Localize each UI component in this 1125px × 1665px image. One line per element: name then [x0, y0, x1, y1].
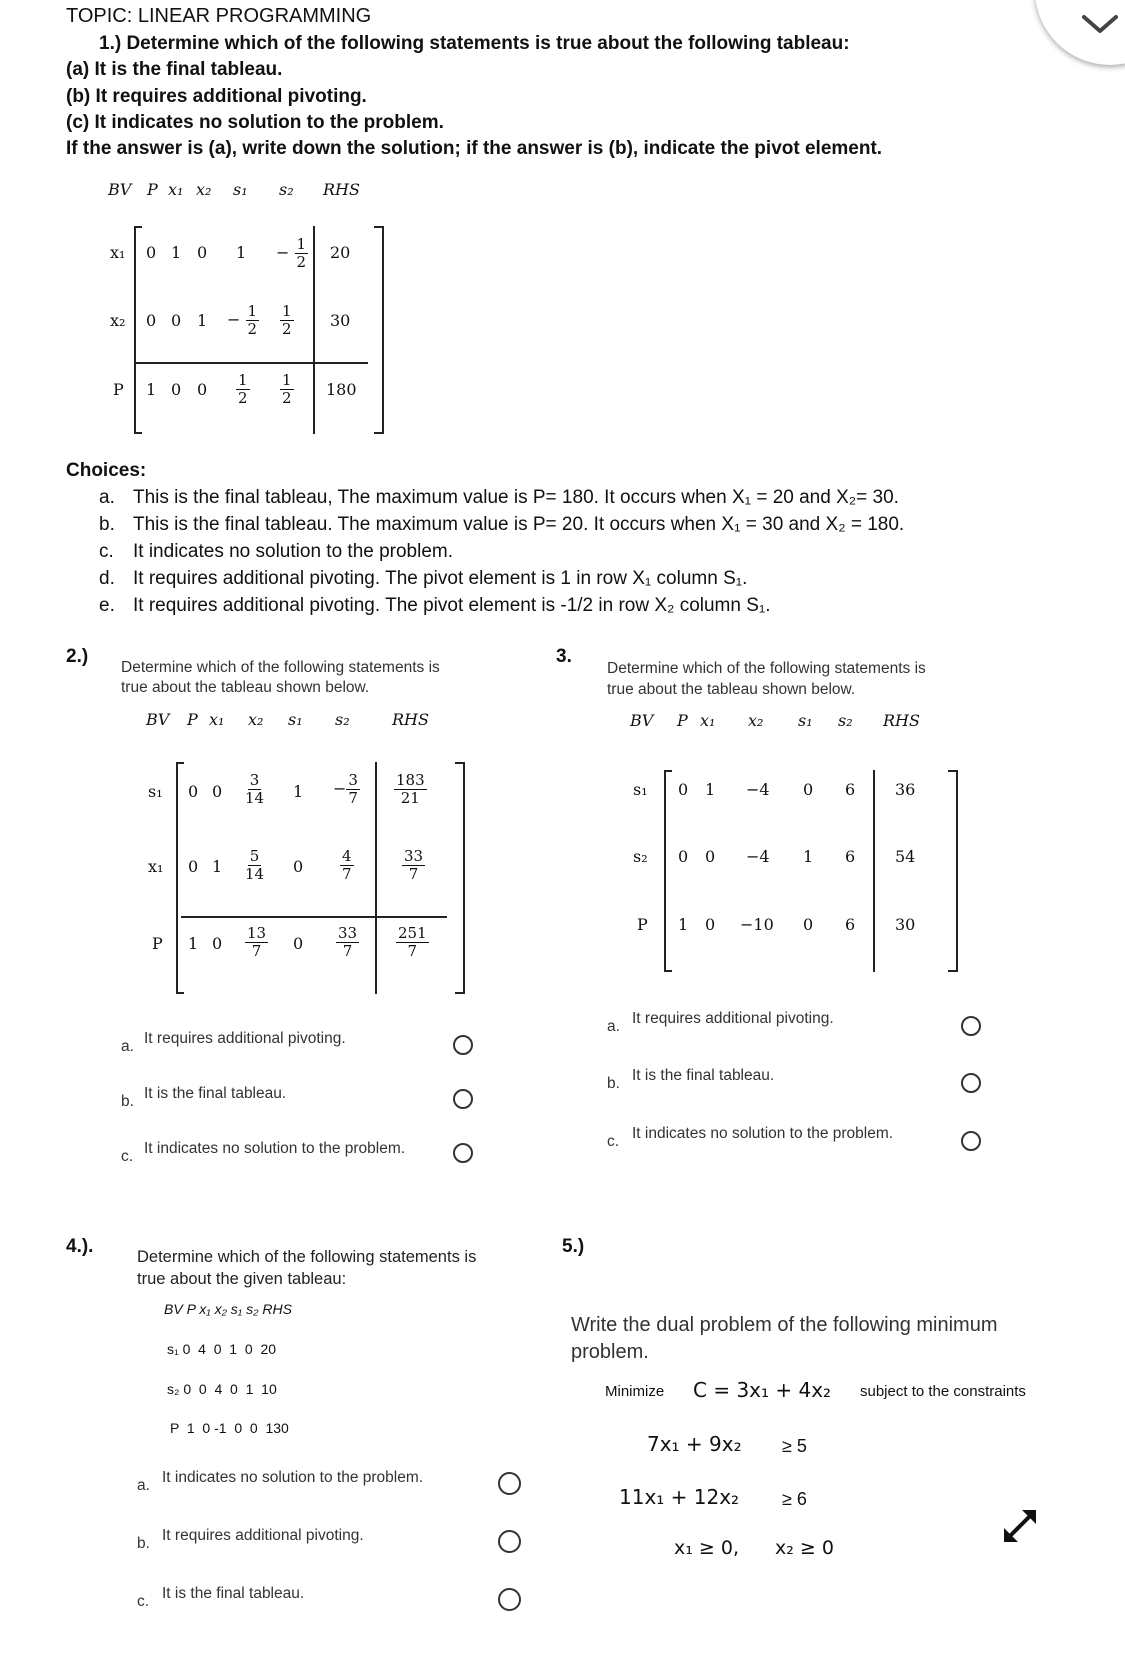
q4-prompt-line2: true about the given tableau: — [137, 1270, 347, 1288]
q2-option-b-letter: b. — [121, 1093, 134, 1110]
q1-header-bv: BV — [108, 180, 132, 199]
q2-bv: s₁ — [148, 782, 163, 801]
q2-bv: x₁ — [148, 857, 164, 876]
q1-header-p: P — [147, 180, 158, 199]
q4-row-1: s₁ 0 4 0 1 0 20 — [167, 1341, 277, 1357]
q1-cell: 1 — [236, 243, 247, 262]
q5-objective: C = 3x₁ + 4x₂ — [693, 1378, 832, 1402]
num: 1 — [282, 371, 292, 389]
q3-cell: −4 — [746, 847, 770, 866]
q5-subject-to: subject to the constraints — [860, 1383, 1026, 1400]
q1-option-a: (a) It is the final tableau. — [66, 59, 283, 80]
q3-cell: 36 — [895, 780, 916, 799]
q1-header-x1: x₁ — [168, 180, 184, 199]
q4-option-a-letter: a. — [137, 1477, 150, 1494]
q1-cell — [280, 373, 294, 406]
choice-b-letter: b. — [99, 514, 115, 535]
num: 1 — [238, 371, 248, 389]
topic-title: TOPIC: LINEAR PROGRAMMING — [66, 5, 372, 27]
q2-header: BV — [146, 710, 170, 729]
q3-cell: 54 — [895, 847, 916, 866]
q5-minimize-label: Minimize — [605, 1383, 665, 1400]
q3-option-c-text: It indicates no solution to the problem. — [632, 1125, 894, 1142]
q4-option-b-radio[interactable] — [498, 1530, 521, 1553]
den: 7 — [407, 942, 418, 960]
q1-cell: 0 — [197, 380, 208, 399]
q2-option-c-letter: c. — [121, 1148, 134, 1165]
q1-cell: 0 — [197, 243, 208, 262]
q2-option-c-radio[interactable] — [453, 1143, 473, 1163]
choice-c-text: It indicates no solution to the problem. — [133, 541, 454, 562]
q1-cell: 0 — [171, 380, 182, 399]
q5-nonneg2: x₂ ≥ 0 — [775, 1537, 834, 1559]
q4-number: 4.). — [66, 1236, 94, 1257]
q4-row-3: P 1 0 -1 0 0 130 — [170, 1420, 289, 1436]
den: 2 — [247, 320, 258, 338]
sign: − — [227, 310, 241, 329]
den: 7 — [251, 942, 262, 960]
q3-cell: 6 — [845, 915, 856, 934]
choice-b-text: This is the final tableau. The maximum value is P= 20. It occurs when X₁ = 30 and X₂ = 180. — [133, 514, 905, 535]
q3-cell: 1 — [678, 915, 689, 934]
q2-cell: 0 — [293, 934, 304, 953]
q5-nonneg1: x₁ ≥ 0, — [674, 1537, 739, 1559]
q2-cell: 1 — [212, 857, 223, 876]
q3-cell: 0 — [678, 847, 689, 866]
sign: − — [333, 779, 347, 798]
choices-label: Choices: — [66, 460, 147, 481]
q3-cell: −4 — [746, 780, 770, 799]
q3-number: 3. — [556, 646, 572, 667]
den: 7 — [408, 865, 419, 883]
q3-cell: 6 — [845, 847, 856, 866]
q2-option-a-letter: a. — [121, 1038, 134, 1055]
q2-cell: 0 — [188, 782, 199, 801]
q3-bv: P — [637, 915, 648, 934]
q3-prompt-line1: Determine which of the following statements is — [607, 660, 926, 677]
num: 1 — [247, 302, 258, 320]
q2-header: x₁ — [209, 710, 225, 729]
num: 33 — [404, 847, 424, 865]
den: 7 — [348, 789, 358, 807]
collapse-button[interactable] — [1035, 0, 1125, 65]
q3-option-b-letter: b. — [607, 1075, 620, 1092]
q1-cell — [227, 304, 259, 337]
choice-e-text: It requires additional pivoting. The pivot element is -1/2 in row X₂ column S₁. — [133, 595, 771, 616]
choice-d-text: It requires additional pivoting. The pivot element is 1 in row X₁ column S₁. — [133, 568, 748, 589]
q1-option-b: (b) It requires additional pivoting. — [66, 86, 367, 107]
num: 183 — [396, 771, 425, 789]
choice-a-text: This is the final tableau, The maximum value is P= 180. It occurs when X₁ = 20 and X₂= 30. — [133, 487, 899, 508]
q3-cell: 1 — [705, 780, 716, 799]
q2-cell: 1 — [188, 934, 199, 953]
num: 3 — [249, 771, 260, 789]
q4-prompt-line1: Determine which of the following statements is — [137, 1248, 477, 1266]
q3-prompt-line2: true about the tableau shown below. — [607, 681, 856, 698]
den: 21 — [400, 789, 420, 807]
q2-cell: 0 — [212, 782, 223, 801]
q1-header-rhs: RHS — [323, 180, 360, 199]
q3-header: s₂ — [838, 711, 853, 730]
q4-option-a-text: It indicates no solution to the problem. — [162, 1469, 424, 1486]
q3-cell: 0 — [678, 780, 689, 799]
q1-header-s1: s₁ — [233, 180, 248, 199]
q1-question: 1.) Determine which of the following statements is true about the following tableau: — [99, 33, 850, 54]
q2-option-b-radio[interactable] — [453, 1089, 473, 1109]
expand-arrows-icon[interactable] — [1002, 1508, 1038, 1544]
q2-cell: 0 — [293, 857, 304, 876]
q3-option-a-text: It requires additional pivoting. — [632, 1010, 834, 1027]
q3-bv: s₂ — [633, 847, 648, 866]
q5-number: 5.) — [562, 1236, 585, 1257]
q2-option-c-text: It indicates no solution to the problem. — [144, 1140, 406, 1157]
q1-cell: 1 — [171, 243, 182, 262]
q5-prompt-line1: Write the dual problem of the following minimum — [571, 1314, 998, 1336]
q1-row1-bv: x₁ — [110, 243, 126, 262]
den: 2 — [282, 320, 292, 338]
q1-instruction: If the answer is (a), write down the solution; if the answer is (b), indicate the pivot element. — [66, 138, 883, 159]
q3-header: x₂ — [748, 711, 764, 730]
den: 7 — [342, 865, 352, 883]
q2-option-a-text: It requires additional pivoting. — [144, 1030, 346, 1047]
den: 14 — [245, 789, 265, 807]
den: 2 — [282, 389, 292, 407]
q3-option-c-radio[interactable] — [961, 1131, 981, 1151]
q2-cell: 0 — [188, 857, 199, 876]
q4-option-b-text: It requires additional pivoting. — [162, 1527, 364, 1544]
q3-header: P — [677, 711, 688, 730]
q1-cell: 180 — [326, 380, 357, 399]
q2-bv: P — [152, 934, 163, 953]
q2-header: P — [187, 710, 198, 729]
q4-option-a-radio[interactable] — [498, 1472, 521, 1495]
den: 2 — [238, 389, 248, 407]
q2-cell: 0 — [212, 934, 223, 953]
q2-number: 2.) — [66, 646, 89, 667]
q3-cell: 0 — [803, 780, 814, 799]
q3-cell: 30 — [895, 915, 916, 934]
q4-option-c-text: It is the final tableau. — [162, 1585, 305, 1602]
q3-header: x₁ — [700, 711, 716, 730]
q2-cell: 1 — [293, 782, 304, 801]
q2-header: x₂ — [248, 710, 264, 729]
den: 14 — [245, 865, 265, 883]
q5-constraint1-rhs: ≥ 5 — [782, 1436, 807, 1456]
den: 7 — [342, 942, 353, 960]
q5-prompt-line2: problem. — [571, 1341, 649, 1363]
num: 33 — [338, 924, 358, 942]
q1-cell: 0 — [146, 311, 157, 330]
q2-option-b-text: It is the final tableau. — [144, 1085, 287, 1102]
num: 3 — [348, 771, 358, 789]
q2-prompt-line1: Determine which of the following statements is — [121, 659, 440, 676]
q1-cell: 30 — [330, 311, 351, 330]
q1-header-x2: x₂ — [196, 180, 212, 199]
q2-prompt-line2: true about the tableau shown below. — [121, 679, 370, 696]
q4-option-c-radio[interactable] — [498, 1588, 521, 1611]
q1-cell — [280, 304, 294, 337]
q1-cell: 1 — [197, 311, 208, 330]
q2-header: s₂ — [335, 710, 350, 729]
num: 4 — [342, 847, 352, 865]
q3-option-c-letter: c. — [607, 1133, 620, 1150]
q3-cell: −10 — [740, 915, 774, 934]
q5-constraint2-rhs: ≥ 6 — [782, 1489, 807, 1509]
q1-cell — [236, 373, 250, 406]
q4-row-2: s₂ 0 0 4 0 1 10 — [167, 1381, 277, 1397]
q3-option-a-letter: a. — [607, 1018, 620, 1035]
num: 1 — [282, 302, 292, 320]
q3-cell: 0 — [705, 915, 716, 934]
q4-option-c-letter: c. — [137, 1593, 150, 1610]
choice-d-letter: d. — [99, 568, 115, 589]
q3-cell: 6 — [845, 780, 856, 799]
q1-cell: 0 — [146, 243, 157, 262]
q3-cell: 0 — [803, 915, 814, 934]
q1-row3-bv: P — [113, 380, 124, 399]
q3-cell: 0 — [705, 847, 716, 866]
q3-option-b-radio[interactable] — [961, 1073, 981, 1093]
choice-e-letter: e. — [99, 595, 115, 616]
q3-bv: s₁ — [633, 780, 648, 799]
q1-cell: 20 — [330, 243, 351, 262]
num: 5 — [249, 847, 260, 865]
q2-option-a-radio[interactable] — [453, 1035, 473, 1055]
q3-option-b-text: It is the final tableau. — [632, 1067, 775, 1084]
q1-option-c: (c) It indicates no solution to the problem. — [66, 112, 444, 133]
q1-header-s2: s₂ — [279, 180, 294, 199]
q1-cell: 0 — [171, 311, 182, 330]
q1-row2-bv: x₂ — [110, 311, 126, 330]
q2-header: RHS — [392, 710, 429, 729]
num: 251 — [398, 924, 427, 942]
q1-cell — [276, 237, 308, 270]
q2-header: s₁ — [288, 710, 303, 729]
num: 13 — [247, 924, 267, 942]
choice-c-letter: c. — [99, 541, 114, 562]
den: 2 — [296, 253, 307, 271]
num: 1 — [296, 235, 307, 253]
q3-cell: 1 — [803, 847, 814, 866]
q4-option-b-letter: b. — [137, 1535, 150, 1552]
q1-cell: 1 — [146, 380, 157, 399]
q3-header: BV — [630, 711, 654, 730]
q5-constraint1-lhs: 7x₁ + 9x₂ — [647, 1432, 742, 1456]
q5-constraint2-lhs: 11x₁ + 12x₂ — [619, 1485, 740, 1509]
sign: − — [276, 243, 290, 262]
choice-a-letter: a. — [99, 487, 115, 508]
chevron-down-icon — [1080, 13, 1120, 37]
q3-header: s₁ — [798, 711, 813, 730]
q3-header: RHS — [883, 711, 920, 730]
q3-option-a-radio[interactable] — [961, 1016, 981, 1036]
q4-header: BV P x₁ x₂ s₁ s₂ RHS — [164, 1301, 292, 1317]
